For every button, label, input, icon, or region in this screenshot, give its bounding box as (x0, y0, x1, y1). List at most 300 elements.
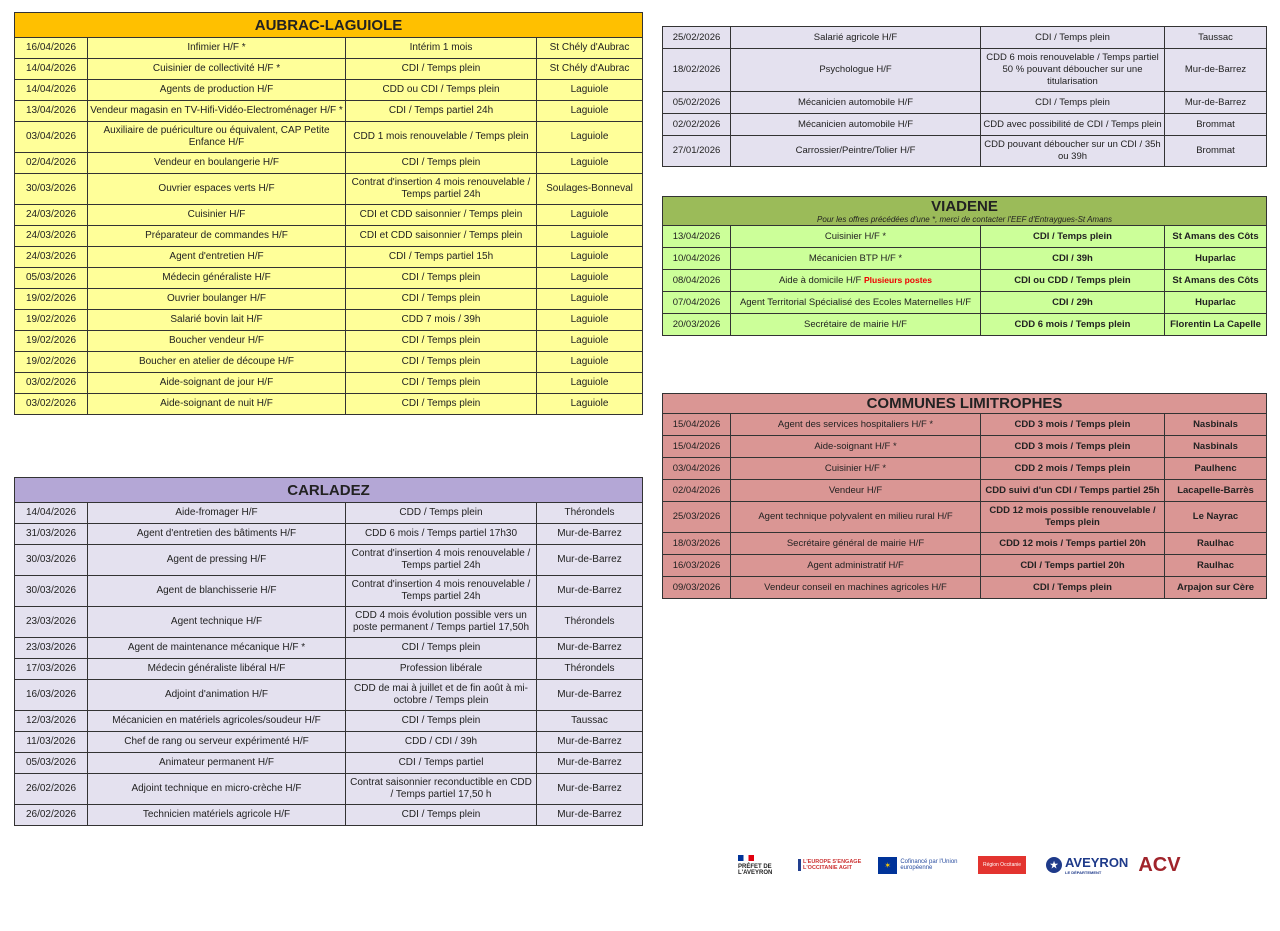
date-text: 18/02/2026 (672, 64, 721, 75)
cell-date (15, 659, 88, 680)
cell-contract (346, 711, 537, 732)
cell-contract (346, 607, 537, 638)
cell-contract (346, 331, 537, 352)
cell-job-title (88, 268, 346, 289)
cell-date (663, 577, 731, 599)
cell-contract (346, 545, 537, 576)
cell-job-title (88, 247, 346, 268)
location-text: Laguiole (570, 251, 609, 262)
job-title-text: Préparateur de commandes H/F (145, 230, 288, 241)
cell-job-title (88, 59, 346, 80)
contract-text: CDI / Temps partiel 24h (388, 105, 494, 116)
location-text: Mur-de-Barrez (557, 528, 622, 539)
cell-date (15, 805, 88, 826)
job-offer-row (15, 352, 643, 373)
cell-contract (981, 480, 1165, 502)
cell-contract (981, 577, 1165, 599)
date-text: 07/04/2026 (672, 296, 721, 308)
job-title-text: Adjoint d'animation H/F (164, 689, 269, 700)
cell-contract (346, 289, 537, 310)
location-text: Soulages-Bonneval (546, 183, 633, 194)
job-offer-row (663, 502, 1267, 533)
location-text: Thérondels (564, 663, 615, 674)
cell-job-title (731, 270, 981, 292)
job-offer-row (15, 289, 643, 310)
job-title-text: Cuisinier H/F * (824, 230, 887, 242)
cell-date (15, 153, 88, 174)
date-text: 03/04/2026 (25, 131, 77, 142)
cell-date (15, 774, 88, 805)
job-title-text: Aide-soignant de nuit H/F (160, 398, 273, 409)
cell-job-title (88, 226, 346, 247)
date-text: 19/02/2026 (25, 356, 77, 367)
location-text: Brommat (1196, 118, 1235, 130)
contract-text: CDD de mai à juillet et de fin août à mi-octobre / Temps plein (354, 683, 528, 706)
location-text: Laguiole (570, 84, 609, 95)
cell-job-title (88, 153, 346, 174)
cell-date (15, 680, 88, 711)
location-text: Laguiole (570, 157, 609, 168)
cell-date (15, 122, 88, 153)
cell-contract (981, 49, 1165, 92)
date-text: 02/04/2026 (25, 157, 77, 168)
eu-cofinance-logo: ✶ Cofinancé par l'Union européenne (878, 857, 968, 874)
contract-text: Contrat d'insertion 4 mois renouvelable / Temps partiel 24h (351, 579, 531, 602)
job-title-text: Ouvrier espaces verts H/F (158, 183, 275, 194)
cell-location (537, 226, 643, 247)
prefet-logo: PRÉFET DE L'AVEYRON (738, 855, 788, 876)
cell-job-title (731, 226, 981, 248)
date-text: 12/03/2026 (25, 715, 77, 726)
cell-job-title (88, 545, 346, 576)
cell-location (537, 153, 643, 174)
cell-contract (346, 732, 537, 753)
table-viadene (662, 196, 1267, 336)
job-title-text: Adjoint technique en micro-crèche H/F (131, 783, 302, 794)
cell-location (537, 205, 643, 226)
cell-location (1165, 314, 1267, 336)
job-offer-row (15, 331, 643, 352)
date-text: 30/03/2026 (25, 183, 77, 194)
job-title-text: Agent technique polyvalent en milieu rural H/F (758, 511, 953, 522)
contract-text: CDI / 39h (1052, 252, 1093, 264)
cell-location (1165, 49, 1267, 92)
cell-contract (981, 92, 1165, 114)
table-carladez (14, 477, 643, 826)
cell-contract (981, 533, 1165, 555)
job-offer-row (15, 753, 643, 774)
job-title-text: Agent d'entretien des bâtiments H/F (136, 528, 297, 539)
cell-location (1165, 226, 1267, 248)
cell-contract (346, 503, 537, 524)
cell-job-title (731, 502, 981, 533)
date-text: 02/02/2026 (672, 118, 721, 130)
job-title-text: Aide à domicile H/F (778, 275, 862, 286)
date-text: 19/02/2026 (25, 335, 77, 346)
cell-location (537, 352, 643, 373)
job-title-text: Infimier H/F * (187, 42, 246, 53)
cell-job-title (88, 503, 346, 524)
job-offer-row (15, 38, 643, 59)
location-text: St Chély d'Aubrac (549, 63, 630, 74)
cell-location (1165, 136, 1267, 167)
cell-job-title (88, 352, 346, 373)
location-text: Mur-de-Barrez (557, 736, 622, 747)
cell-location (1165, 577, 1267, 599)
job-offer-row (663, 314, 1267, 336)
cell-job-title (88, 711, 346, 732)
location-text: Mur-de-Barrez (557, 642, 622, 653)
section-title: CARLADEZ (15, 478, 643, 503)
job-title-text: Cuisinier H/F (187, 209, 246, 220)
location-text: Laguiole (570, 272, 609, 283)
date-text: 11/03/2026 (26, 736, 76, 747)
job-title-text: Agent Territorial Spécialisé des Ecoles Maternelles H/F (739, 296, 972, 308)
date-text: 26/02/2026 (25, 783, 77, 794)
aveyron-emblem-icon: ★ (1046, 857, 1062, 873)
cell-location (537, 638, 643, 659)
cell-location (537, 268, 643, 289)
cell-contract (981, 436, 1165, 458)
cell-contract (346, 59, 537, 80)
cell-location (1165, 414, 1267, 436)
cell-contract (346, 174, 537, 205)
cell-contract (346, 310, 537, 331)
date-text: 26/02/2026 (25, 809, 77, 820)
section-title: AUBRAC-LAGUIOLE (15, 13, 643, 38)
cell-location (537, 545, 643, 576)
contract-text: Contrat d'insertion 4 mois renouvelable / Temps partiel 24h (351, 177, 531, 200)
cell-contract (346, 247, 537, 268)
cell-contract (981, 270, 1165, 292)
job-offer-row (663, 114, 1267, 136)
cell-location (537, 122, 643, 153)
cell-date (663, 533, 731, 555)
job-offer-row (663, 555, 1267, 577)
cell-location (537, 80, 643, 101)
cell-contract (346, 680, 537, 711)
job-offer-row (15, 774, 643, 805)
job-offer-row (15, 659, 643, 680)
cell-date (15, 101, 88, 122)
cell-job-title (731, 136, 981, 167)
job-title-text: Médecin généraliste libéral H/F (147, 663, 286, 674)
cell-job-title (731, 314, 981, 336)
contract-text: CDD ou CDI / Temps plein (382, 84, 500, 95)
cell-date (15, 545, 88, 576)
job-offer-row (15, 524, 643, 545)
cell-date (15, 205, 88, 226)
cell-contract (346, 226, 537, 247)
job-offer-row (663, 414, 1267, 436)
job-offer-row (15, 59, 643, 80)
job-offer-row (15, 805, 643, 826)
date-text: 13/04/2026 (25, 105, 77, 116)
contract-text: CDD 12 mois possible renouvelable / Temps plein (989, 505, 1156, 528)
date-text: 05/02/2026 (672, 96, 721, 108)
location-text: Taussac (571, 715, 608, 726)
location-text: Brommat (1196, 145, 1235, 156)
job-offer-row (663, 27, 1267, 49)
location-text: Laguiole (570, 356, 609, 367)
contract-text: CDI / Temps plein (401, 377, 481, 388)
cell-date (663, 292, 731, 314)
cell-date (663, 314, 731, 336)
contract-text: Intérim 1 mois (409, 42, 473, 53)
contract-text: CDI / Temps plein (1035, 96, 1110, 108)
location-text: Thérondels (564, 507, 615, 518)
job-offer-row (15, 394, 643, 415)
contract-text: CDD 6 mois / Temps plein (1014, 318, 1131, 330)
contract-text: CDD 7 mois / 39h (401, 314, 481, 325)
cell-date (15, 394, 88, 415)
acv-logo: ACV (1138, 853, 1181, 876)
cell-date (663, 480, 731, 502)
cell-job-title (88, 80, 346, 101)
contract-text: CDI / Temps partiel 15h (388, 251, 494, 262)
date-text: 30/03/2026 (25, 554, 77, 565)
date-text: 30/03/2026 (25, 585, 77, 596)
cell-date (663, 226, 731, 248)
cell-location (1165, 27, 1267, 49)
cell-date (663, 502, 731, 533)
job-offer-row (15, 205, 643, 226)
cell-job-title (88, 101, 346, 122)
location-text: Paulhenc (1194, 462, 1237, 474)
date-text: 03/02/2026 (25, 398, 77, 409)
location-text: Laguiole (570, 293, 609, 304)
cell-date (15, 174, 88, 205)
cell-contract (981, 502, 1165, 533)
cell-date (15, 226, 88, 247)
contract-text: CDI / Temps partiel 20h (1020, 559, 1125, 571)
location-text: St Amans des Côts (1172, 230, 1259, 242)
location-text: Florentin La Capelle (1170, 318, 1261, 330)
job-offer-row (15, 638, 643, 659)
job-offer-row (663, 49, 1267, 92)
date-text: 20/03/2026 (672, 318, 721, 330)
job-offer-row (15, 680, 643, 711)
job-offer-row (15, 732, 643, 753)
cell-date (663, 136, 731, 167)
cell-date (15, 524, 88, 545)
cell-contract (346, 352, 537, 373)
job-title-text: Cuisinier H/F * (824, 462, 887, 474)
cell-contract (346, 659, 537, 680)
date-text: 02/04/2026 (672, 484, 721, 496)
cell-location (537, 310, 643, 331)
cell-job-title (88, 331, 346, 352)
job-title-text: Aide-fromager H/F (175, 507, 258, 518)
contract-text: Contrat d'insertion 4 mois renouvelable / Temps partiel 24h (351, 548, 531, 571)
contract-text: CDI / Temps plein (401, 715, 481, 726)
cell-location (1165, 480, 1267, 502)
cell-contract (346, 805, 537, 826)
job-offer-row (15, 101, 643, 122)
location-text: Le Nayrac (1192, 511, 1239, 522)
cell-job-title (88, 680, 346, 711)
cell-date (663, 270, 731, 292)
location-text: Laguiole (570, 314, 609, 325)
contract-text: CDI / Temps plein (401, 398, 481, 409)
job-offer-row (15, 310, 643, 331)
cell-job-title (88, 394, 346, 415)
section-title: VIADENE (931, 198, 998, 215)
contract-text: CDD 2 mois / Temps plein (1014, 462, 1131, 474)
cell-job-title (88, 805, 346, 826)
table-communes-limitrophes (662, 393, 1267, 599)
job-offer-row (663, 292, 1267, 314)
location-text: Huparlac (1195, 252, 1236, 264)
cell-job-title (731, 114, 981, 136)
contract-text: CDD 1 mois renouvelable / Temps plein (353, 131, 529, 142)
job-title-text: Agent technique H/F (170, 616, 263, 627)
date-text: 31/03/2026 (25, 528, 77, 539)
job-title-text: Agent de pressing H/F (166, 554, 267, 565)
cell-location (537, 607, 643, 638)
date-text: 16/03/2026 (25, 689, 77, 700)
job-title-text: Technicien matériels agricole H/F (142, 809, 291, 820)
cell-job-title (88, 607, 346, 638)
section-title: COMMUNES LIMITROPHES (663, 394, 1267, 414)
cell-contract (981, 292, 1165, 314)
cell-location (537, 774, 643, 805)
eu-flag-icon: ✶ (878, 857, 897, 874)
date-text: 14/04/2026 (25, 507, 77, 518)
section-note: Pour les offres précédées d'une *, merci de contacter l'EEF d'Entraygues-St Amans (817, 215, 1112, 224)
job-title-text: Agent de blanchisserie H/F (156, 585, 277, 596)
cell-contract (981, 458, 1165, 480)
location-text: Laguiole (570, 377, 609, 388)
cell-job-title (731, 292, 981, 314)
cell-date (15, 711, 88, 732)
cell-date (15, 753, 88, 774)
cell-job-title (88, 774, 346, 805)
job-title-text: Carrossier/Peintre/Tolier H/F (795, 145, 916, 156)
cell-location (1165, 92, 1267, 114)
contract-text: Profession libérale (399, 663, 483, 674)
job-title-text: Agent d'entretien H/F (169, 251, 264, 262)
cell-contract (346, 38, 537, 59)
cell-contract (346, 80, 537, 101)
date-text: 14/04/2026 (25, 84, 77, 95)
location-text: Laguiole (570, 105, 609, 116)
cell-contract (346, 638, 537, 659)
location-text: Mur-de-Barrez (557, 689, 622, 700)
job-offer-row (15, 268, 643, 289)
cell-location (537, 753, 643, 774)
cell-date (15, 80, 88, 101)
date-text: 09/03/2026 (672, 581, 721, 593)
date-text: 10/04/2026 (672, 252, 721, 264)
cell-date (15, 576, 88, 607)
job-title-text: Secrétaire de mairie H/F (804, 318, 907, 330)
contract-text: CDI / 29h (1052, 296, 1093, 308)
job-offer-row (663, 226, 1267, 248)
job-title-text: Boucher en atelier de découpe H/F (138, 356, 295, 367)
aveyron-logo: ★ AVEYRON LE DÉPARTEMENT (1046, 855, 1128, 875)
contract-text: CDD suivi d'un CDI / Temps partiel 25h (985, 484, 1160, 496)
cell-contract (346, 373, 537, 394)
cell-job-title (88, 289, 346, 310)
cell-date (663, 49, 731, 92)
job-title-text: Vendeur H/F (828, 484, 883, 496)
cell-job-title (731, 27, 981, 49)
cell-job-title (88, 174, 346, 205)
contract-text: CDI / Temps plein (401, 293, 481, 304)
date-text: 25/03/2026 (672, 511, 721, 522)
contract-text: CDD 3 mois / Temps plein (1014, 440, 1131, 452)
job-title-text: Agent administratif H/F (807, 559, 904, 571)
date-text: 23/03/2026 (25, 616, 77, 627)
cell-job-title (88, 524, 346, 545)
contract-text: CDI / Temps plein (401, 157, 481, 168)
cell-job-title (88, 576, 346, 607)
job-title-text: Salarié bovin lait H/F (170, 314, 263, 325)
location-text: Mur-de-Barrez (557, 757, 622, 768)
cell-contract (346, 205, 537, 226)
cell-location (537, 394, 643, 415)
job-offer-row (663, 533, 1267, 555)
cell-location (537, 59, 643, 80)
cell-job-title (88, 122, 346, 153)
contract-text: CDI / Temps plein (1032, 230, 1112, 242)
job-title-text: Auxiliaire de puériculture ou équivalent, CAP Petite Enfance H/F (103, 125, 330, 148)
cell-location (537, 289, 643, 310)
job-title-text: Aide-soignant de jour H/F (159, 377, 274, 388)
cell-job-title (88, 373, 346, 394)
date-text: 14/04/2026 (25, 63, 77, 74)
cell-job-title (731, 49, 981, 92)
cell-contract (981, 27, 1165, 49)
job-offer-row (15, 153, 643, 174)
location-text: Mur-de-Barrez (557, 783, 622, 794)
location-text: Raulhac (1197, 537, 1234, 549)
cell-job-title (731, 92, 981, 114)
table-aubrac-laguiole (14, 12, 643, 415)
location-text: Laguiole (570, 398, 609, 409)
cell-date (15, 59, 88, 80)
table-carladez-continued (662, 26, 1267, 167)
job-offer-row (663, 92, 1267, 114)
cell-date (663, 436, 731, 458)
date-text: 24/03/2026 (25, 209, 77, 220)
cell-contract (346, 774, 537, 805)
date-text: 18/03/2026 (672, 537, 721, 549)
location-text: Laguiole (570, 131, 609, 142)
cell-contract (981, 248, 1165, 270)
cell-date (15, 289, 88, 310)
contract-text: CDD pouvant déboucher sur un CDI / 35h ou 39h (984, 139, 1161, 162)
cell-date (15, 732, 88, 753)
contract-text: CDI / Temps partiel (398, 757, 484, 768)
cell-contract (346, 268, 537, 289)
cell-location (1165, 270, 1267, 292)
cell-contract (981, 414, 1165, 436)
cell-job-title (88, 638, 346, 659)
contract-text: CDI / Temps plein (1032, 581, 1112, 593)
cell-contract (346, 394, 537, 415)
location-text: Arpajon sur Cère (1176, 581, 1255, 593)
cell-date (15, 638, 88, 659)
cell-date (15, 310, 88, 331)
occitanie-logo: Région Occitanie (978, 856, 1026, 874)
cell-location (1165, 458, 1267, 480)
contract-text: Contrat saisonnier reconductible en CDD / Temps partiel 17,50 h (350, 777, 532, 800)
contract-text: CDI / Temps plein (401, 809, 481, 820)
job-title-text: Mécanicien en matériels agricoles/soudeur H/F (112, 715, 321, 726)
job-title-text: Boucher vendeur H/F (168, 335, 265, 346)
